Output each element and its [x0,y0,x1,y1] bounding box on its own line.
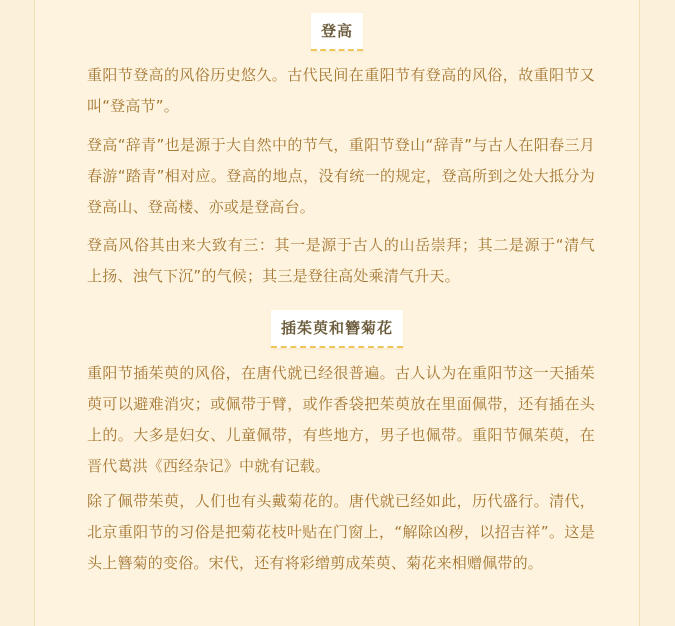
paragraph: 登高风俗其由来大致有三：其一是源于古人的山岳崇拜；其二是源于“清气上扬、浊气下沉”的气候；其三是登往高处乘清气升天。 [87,236,595,285]
section-heading-wrap [35,13,639,51]
paragraph: 登高“辞青”也是源于大自然中的节气，重阳节登山“辞青”与古人在阳春三月春游“踏青”相对应。登高的地点，没有统一的规定，登高所到之处大抵分为登高山、登高楼、亦或是登高台。 [87,136,595,216]
section-heading-denggao: 登高 [311,13,363,51]
section-heading-wrap [35,310,639,348]
paragraph: 重阳节插茱萸的风俗，在唐代就已经很普遍。古人认为在重阳节这一天插茱萸可以避难消灾；或佩带于臂，或作香袋把茱萸放在里面佩带，还有插在头上的。大多是妇女、儿童佩带，有些地方，男子也佩带。重阳节佩茱萸，在晋代葛洪《西经杂记》中就有记载。 [87,364,595,475]
article-panel [34,0,640,626]
paragraph: 重阳节登高的风俗历史悠久。古代民间在重阳节有登高的风俗，故重阳节又叫“登高节”。 [87,66,595,115]
section-heading-zhuyu-juhua: 插茱萸和簪菊花 [271,310,403,348]
paragraph: 除了佩带茱萸，人们也有头戴菊花的。唐代就已经如此，历代盛行。清代，北京重阳节的习俗是把菊花枝叶贴在门窗上，“解除凶秽，以招吉祥”。这是头上簪菊的变俗。宋代，还有将彩缯剪成茱萸、菊花来相赠佩带的。 [87,492,595,572]
